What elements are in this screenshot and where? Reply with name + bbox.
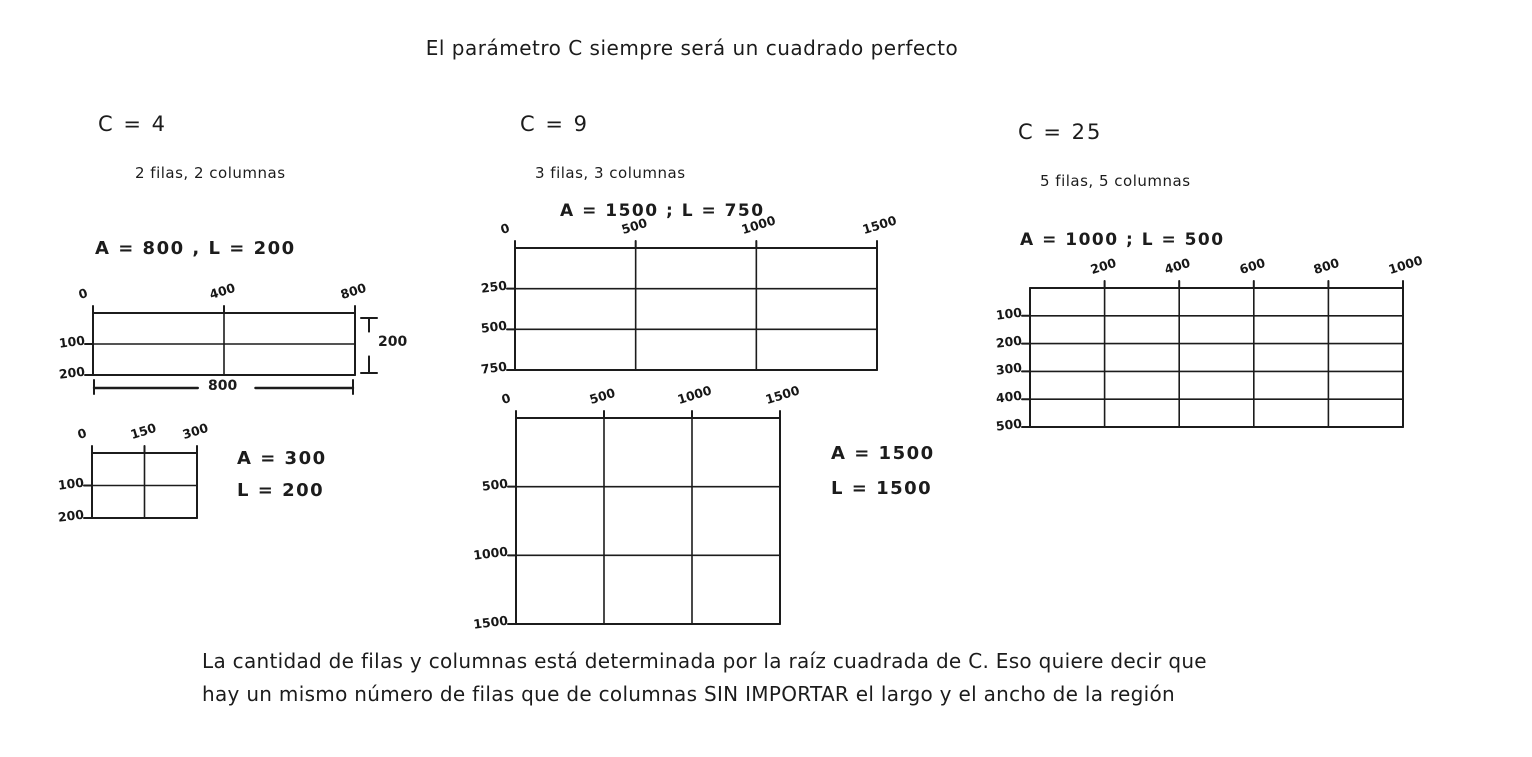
c25-grid-left-tick-label: 400: [995, 387, 1023, 406]
c4-small-area-label: A = 300: [237, 448, 327, 469]
c9-grid-square-top-tick-label: 1000: [675, 382, 714, 407]
c25-grid-left-tick-label: 200: [995, 332, 1023, 351]
c4-grid-large-bottom-dim-label: 800: [208, 378, 238, 394]
c9-rows-cols-label: 3 filas, 3 columnas: [535, 164, 686, 182]
c25-grid-left-tick-label: 100: [995, 304, 1023, 323]
c9-grid-square-left-tick-label: 1000: [472, 543, 509, 564]
c25-grid-top-tick-label: 400: [1162, 255, 1193, 277]
c4-grid-small-top-tick-label: 0: [75, 425, 89, 442]
c25-grid-top-tick-label: 800: [1312, 255, 1342, 277]
c9-grid-square-top-tick-label: 0: [499, 390, 513, 407]
c9-grid-square: [472, 382, 802, 632]
c4-grid-small-top-tick-label: 300: [180, 420, 210, 442]
c4-grid-large: [58, 280, 408, 394]
c25-rows-cols-label: 5 filas, 5 columnas: [1040, 172, 1191, 190]
footer-explanation: [202, 645, 1322, 711]
c25-grid-top-tick-label: 600: [1237, 255, 1267, 277]
c4-grid-small-left-tick-label: 100: [57, 474, 85, 493]
footer-line-1: La cantidad de filas y columnas está determinada por la raíz cuadrada de C. Eso quiere decir que: [202, 649, 1207, 673]
c4-grid-large-top-tick-label: 800: [338, 280, 368, 302]
c25-grid-left-tick-label: 300: [995, 360, 1023, 379]
c9-heading: C = 9: [520, 112, 589, 136]
c4-params-label: A = 800 , L = 200: [95, 238, 296, 259]
c9-grid-square-top-tick-label: 1500: [763, 382, 802, 407]
c9-grid-wide-top-tick-label: 1500: [860, 212, 899, 237]
c4-small-length-label: L = 200: [237, 480, 325, 501]
c4-grid-large-left-tick-label: 100: [58, 332, 86, 351]
c9-grid-square-top-tick-label: 500: [587, 385, 617, 407]
c25-grid: [995, 252, 1425, 434]
c9-grid-wide-left-tick-label: 750: [480, 358, 508, 377]
c25-heading: C = 25: [1018, 120, 1103, 144]
c9-grid-wide-top-tick-label: 1000: [739, 212, 778, 237]
c9-grid-square-left-tick-label: 1500: [472, 612, 509, 632]
c4-grid-small: [57, 420, 210, 525]
footer-line-2: hay un mismo número de filas que de columnas SIN IMPORTAR el largo y el ancho de la región: [202, 682, 1175, 706]
c9-grid-wide-left-tick-label: 500: [480, 317, 508, 337]
c9-grid-wide-top-tick-label: 0: [498, 220, 512, 237]
c25-params-label: A = 1000 ; L = 500: [1020, 230, 1225, 250]
c4-grid-large-left-tick-label: 200: [58, 363, 86, 382]
c25-grid-top-tick-label: 1000: [1386, 252, 1425, 277]
c25-grid-left-tick-label: 500: [995, 415, 1023, 434]
c25-grid-top-tick-label: 200: [1088, 255, 1118, 277]
c9-grid-wide-left-tick-label: 250: [480, 277, 508, 296]
c4-grid-large-top-tick-label: 400: [207, 280, 237, 302]
c4-rows-cols-label: 2 filas, 2 columnas: [135, 164, 286, 182]
c9-params-label: A = 1500 ; L = 750: [560, 201, 765, 221]
c9-square-area-label: A = 1500: [831, 443, 935, 464]
c9-grid-wide-top-tick-label: 500: [619, 215, 649, 237]
c4-heading: C = 4: [98, 112, 167, 136]
c4-grid-large-right-dim-label: 200: [378, 334, 408, 350]
page-title: El parámetro C siempre será un cuadrado perfecto: [425, 36, 959, 60]
c4-grid-small-left-tick-label: 200: [57, 506, 85, 525]
c4-grid-large-top-tick-label: 0: [76, 285, 90, 302]
c9-grid-wide: [480, 212, 899, 377]
c9-grid-square-left-tick-label: 500: [481, 475, 509, 494]
c4-grid-small-top-tick-label: 150: [128, 420, 158, 442]
c9-square-length-label: L = 1500: [831, 478, 933, 499]
